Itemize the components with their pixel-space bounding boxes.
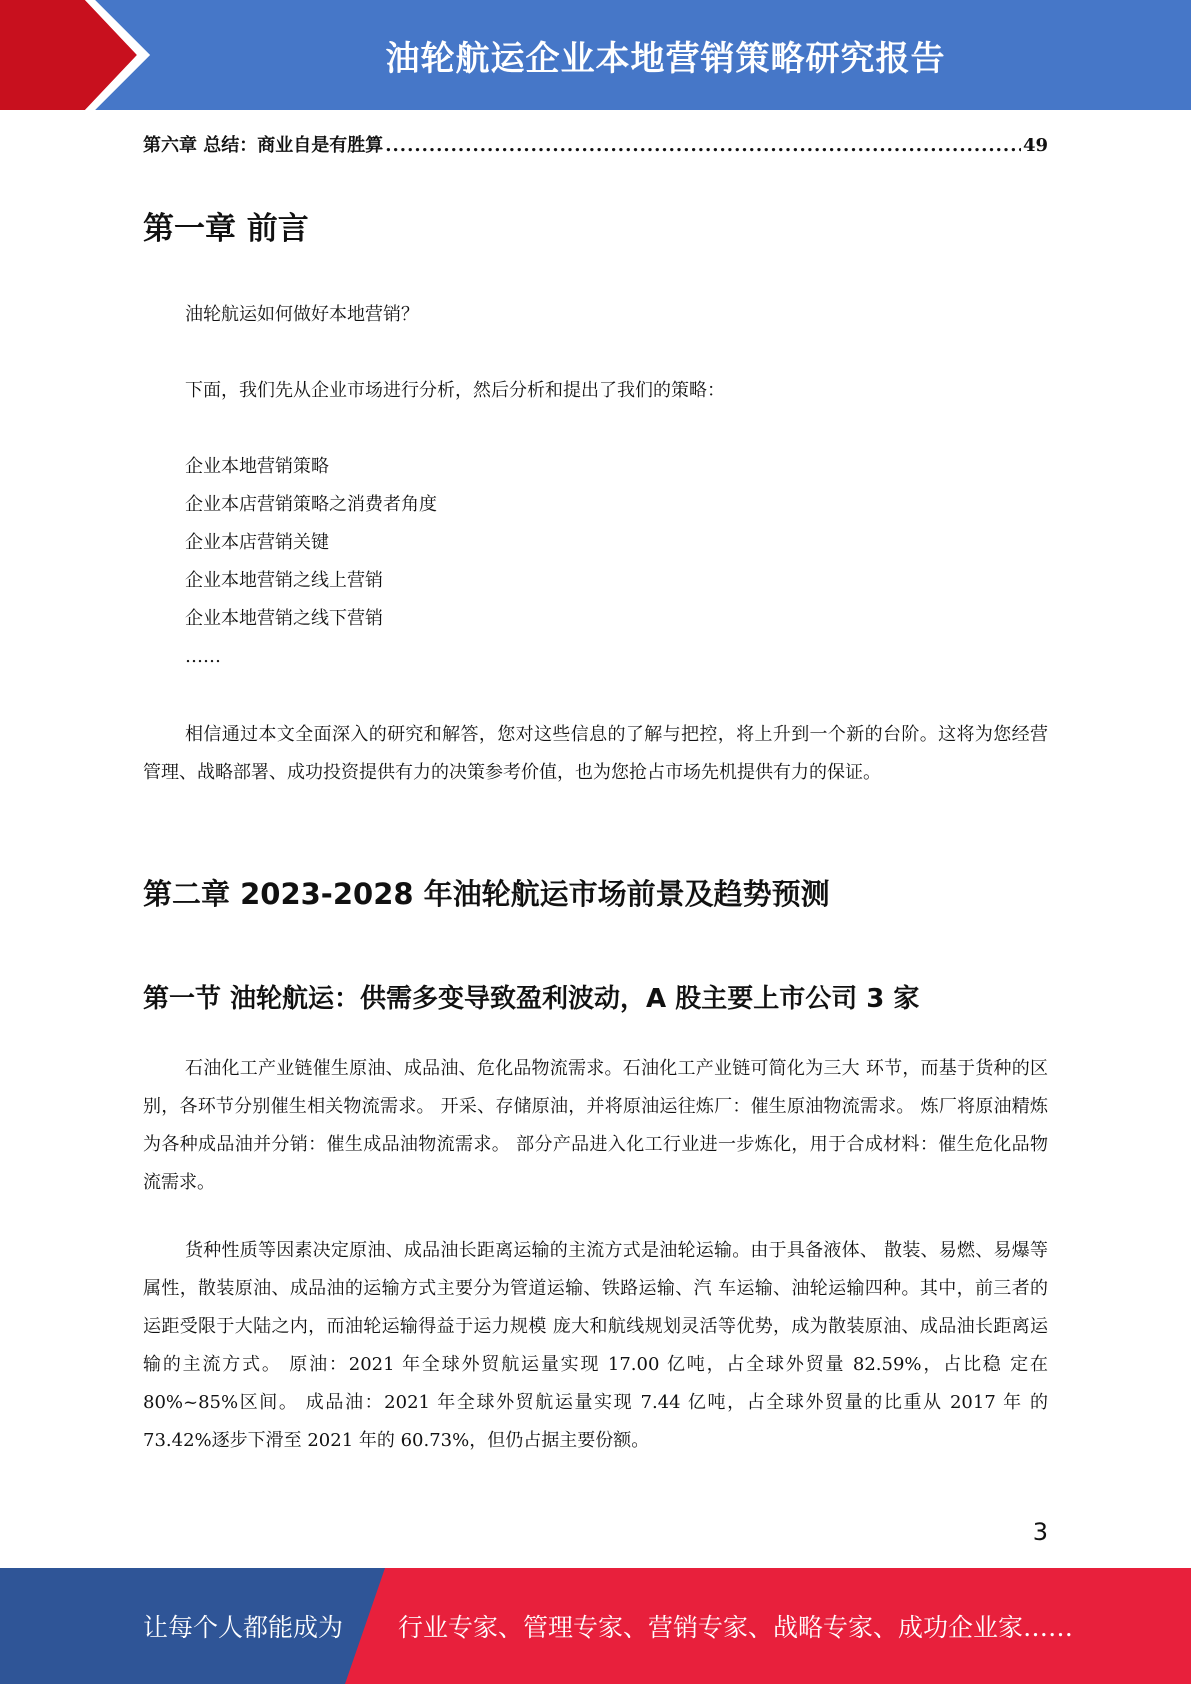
page-header xyxy=(0,0,1191,110)
toc-leader-dots xyxy=(385,135,1021,156)
toc-entry[interactable] xyxy=(143,131,1048,157)
list-item: 企业本店营销策略之消费者角度 xyxy=(185,494,437,515)
list-item: 企业本地营销之线上营销 xyxy=(185,570,383,591)
footer-slogan-left: 让每个人都能成为 xyxy=(143,1613,344,1642)
section-1-heading: 第一节 油轮航运：供需多变导致盈利波动，A 股主要上市公司 3 家 xyxy=(143,984,920,1014)
header-title: 油轮航运企业本地营销策略研究报告 xyxy=(385,38,946,79)
chapter-1-intro: 下面，我们先从企业市场进行分析，然后分析和提出了我们的策略： xyxy=(185,380,725,401)
page-footer xyxy=(0,1568,1191,1684)
footer-slogan-right: 行业专家、管理专家、营销专家、战略专家、成功企业家…… xyxy=(398,1613,1074,1642)
chapter-1-question: 油轮航运如何做好本地营销？ xyxy=(185,304,419,325)
chapter-1-closing: 相信通过本文全面深入的研究和解答，您对这些信息的了解与把控，将上升到一个新的台阶。这将为您经营管理、战略部署、成功投资提供有力的决策参考价值，也为您抢占市场先机提供有力的保证。 xyxy=(143,724,1048,783)
list-item: …… xyxy=(185,646,221,667)
toc-entry-page: 49 xyxy=(1022,135,1048,156)
section-1-paragraph-1: 石油化工产业链催生原油、成品油、危化品物流需求。石油化工产业链可简化为三大 环节，而基于货种的区别，各环节分别催生相关物流需求。 开采、存储原油，并将原油运往炼厂：催生原油物流需求。 炼厂将原油精炼为各种成品油并分销：催生成品油物流需求。 部分产品进入化工行业进一步炼化，用于合成材料：催生危化品物流需求。 xyxy=(143,1058,1048,1193)
page-number: 3 xyxy=(1032,1518,1048,1546)
header-arrow-decoration xyxy=(0,0,150,110)
toc-entry-title: 第六章 总结：商业自是有胜算 xyxy=(143,135,384,156)
strategy-list xyxy=(185,448,437,676)
list-item: 企业本地营销策略 xyxy=(185,456,329,477)
chapter-2-heading: 第二章 2023-2028 年油轮航运市场前景及趋势预测 xyxy=(143,877,830,911)
section-1-paragraph-2: 货种性质等因素决定原油、成品油长距离运输的主流方式是油轮运输。由于具备液体、 散装、易燃、易爆等属性，散装原油、成品油的运输方式主要分为管道运输、铁路运输、汽 车运输、油轮运输四种。其中，前三者的运距受限于大陆之内，而油轮运输得益于运力规模 庞大和航线规划灵活等优势，成为散装原油、成品油长距离运输的主流方式。 原油：2021 年全球外贸航运量实现 17.00 亿吨，占全球外贸量 82.59%，占比稳 定在 80%~85%区间。 成品油：2021 年全球外贸航运量实现 7.44 亿吨，占全球外贸量的比重从 2017 年 的 73.42%逐步下滑至 2021 年的 60.73%，但仍占据主要份额。 xyxy=(143,1240,1048,1451)
chapter-1-heading: 第一章 前言 xyxy=(143,211,309,247)
list-item: 企业本地营销之线下营销 xyxy=(185,608,383,629)
list-item: 企业本店营销关键 xyxy=(185,532,329,553)
